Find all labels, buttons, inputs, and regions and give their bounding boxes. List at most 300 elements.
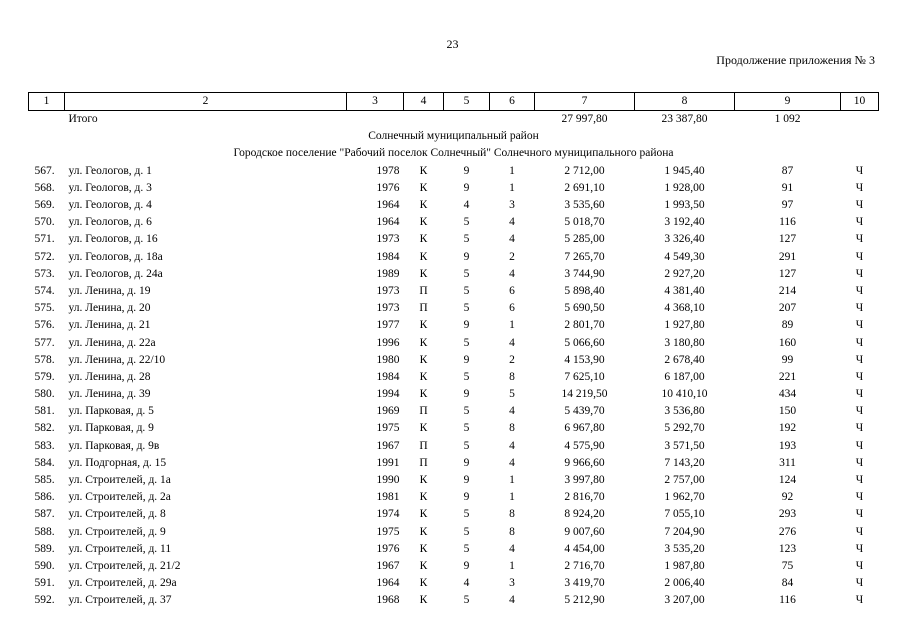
address-cell: ул. Строителей, д. 11 <box>68 542 172 555</box>
district-row <box>29 128 879 145</box>
build-year-cell: 1978 <box>376 164 400 177</box>
build-year-cell: 1989 <box>376 267 400 280</box>
entrances-cell: 8 <box>509 508 515 521</box>
type-cell: Ч <box>855 439 864 452</box>
residents-cell: 116 <box>779 594 796 607</box>
col-header: 10 <box>841 93 879 111</box>
residents-cell: 124 <box>778 474 797 487</box>
build-year-cell: 1969 <box>376 405 400 418</box>
table-row <box>29 472 879 489</box>
row-number-cell: 576. <box>34 319 55 332</box>
total-area-cell: 5 439,70 <box>564 405 605 418</box>
row-number-cell: 580. <box>34 388 55 401</box>
type-cell: Ч <box>855 164 864 177</box>
address-cell: ул. Ленина, д. 28 <box>68 370 151 383</box>
type-cell: Ч <box>855 577 864 590</box>
build-year-cell: 1990 <box>376 474 400 487</box>
total-area-cell: 3 744,90 <box>564 267 605 280</box>
wall-material-cell: К <box>419 319 428 332</box>
address-cell: ул. Геологов, д. 18а <box>68 250 163 263</box>
total-area-cell: 5 018,70 <box>564 216 605 229</box>
type-cell: Ч <box>855 319 864 332</box>
residents-cell: 99 <box>781 353 794 366</box>
table-row <box>29 420 879 437</box>
living-area-cell: 4 549,30 <box>664 250 705 263</box>
row-number-cell: 579. <box>34 370 55 383</box>
col-header: 1 <box>29 93 65 111</box>
entrances-cell: 4 <box>509 216 515 229</box>
build-year-cell: 1968 <box>376 594 400 607</box>
table-row <box>29 558 879 575</box>
wall-material-cell: К <box>419 353 428 366</box>
residents-cell: 91 <box>781 181 794 194</box>
living-area-cell: 3 192,40 <box>664 216 705 229</box>
total-area-cell: 9 966,60 <box>564 456 605 469</box>
row-number-cell: 573. <box>34 267 55 280</box>
total-area-cell: 5 690,50 <box>564 302 605 315</box>
wall-material-cell: К <box>419 525 428 538</box>
living-area-cell: 6 187,00 <box>664 370 705 383</box>
wall-material-cell: К <box>419 336 428 349</box>
floors-cell: 4 <box>463 577 470 590</box>
residents-cell: 97 <box>781 199 794 212</box>
wall-material-cell: К <box>419 233 428 246</box>
type-cell: Ч <box>855 388 864 401</box>
build-year-cell: 1976 <box>376 181 400 194</box>
type-cell: Ч <box>855 405 864 418</box>
table-row <box>29 163 879 180</box>
settlement-row <box>29 145 879 162</box>
total-area-cell: 2 716,70 <box>564 559 605 572</box>
living-area-cell: 2 927,20 <box>664 267 705 280</box>
wall-material-cell: К <box>419 250 428 263</box>
address-cell: ул. Строителей, д. 1а <box>68 474 171 487</box>
settlement-heading: Городское поселение "Рабочий поселок Солнечный" Солнечного муниципального района <box>233 147 674 160</box>
total-area-cell: 4 153,90 <box>564 353 605 366</box>
living-area-cell: 2 678,40 <box>664 353 705 366</box>
total-area-cell: 9 007,60 <box>564 525 605 538</box>
type-cell: Ч <box>855 181 864 194</box>
total-area-cell: 5 212,90 <box>564 594 605 607</box>
wall-material-cell: К <box>419 216 428 229</box>
living-area-cell: 7 055,10 <box>664 508 705 521</box>
living-area-cell: 1 927,80 <box>664 319 705 332</box>
row-number-cell: 588. <box>34 525 55 538</box>
address-cell: ул. Подгорная, д. 15 <box>68 456 167 469</box>
floors-cell: 5 <box>463 233 470 246</box>
floors-cell: 9 <box>463 456 470 469</box>
entrances-cell: 3 <box>509 577 515 590</box>
build-year-cell: 1991 <box>376 456 400 469</box>
type-cell: Ч <box>855 456 864 469</box>
build-year-cell: 1973 <box>376 302 400 315</box>
row-number-cell: 578. <box>34 353 55 366</box>
row-number-cell: 587. <box>34 508 55 521</box>
total-area-cell: 5 066,60 <box>564 336 605 349</box>
floors-cell: 9 <box>463 181 470 194</box>
floors-cell: 5 <box>463 284 470 297</box>
build-year-cell: 1967 <box>376 559 400 572</box>
address-cell: ул. Парковая, д. 9 <box>68 422 154 435</box>
build-year-cell: 1996 <box>376 336 400 349</box>
living-area-cell: 7 204,90 <box>664 525 705 538</box>
build-year-cell: 1975 <box>376 422 400 435</box>
residents-cell: 127 <box>778 233 797 246</box>
address-cell: ул. Ленина, д. 22/10 <box>68 353 166 366</box>
residents-cell: 276 <box>778 525 797 538</box>
type-cell: Ч <box>855 233 864 246</box>
continuation-caption: Продолжение приложения № 3 <box>716 53 875 67</box>
floors-cell: 9 <box>463 474 470 487</box>
living-area-cell: 3 207,00 <box>664 594 705 607</box>
entrances-cell: 1 <box>509 491 515 504</box>
build-year-cell: 1984 <box>376 370 400 383</box>
floors-cell: 9 <box>463 319 470 332</box>
residents-cell: 221 <box>778 370 797 383</box>
address-cell: ул. Строителей, д. 21/2 <box>68 559 181 572</box>
total-area-cell: 7 625,10 <box>564 370 605 383</box>
living-area-cell: 1 987,80 <box>664 559 705 572</box>
total-area-cell: 2 816,70 <box>564 491 605 504</box>
build-year-cell: 1984 <box>376 250 400 263</box>
total-label: Итого <box>68 113 98 126</box>
build-year-cell: 1964 <box>376 577 400 590</box>
row-number-cell: 589. <box>34 542 55 555</box>
row-number-cell: 592. <box>34 594 55 607</box>
total-area-cell: 7 265,70 <box>564 250 605 263</box>
type-cell: Ч <box>855 594 864 607</box>
row-number-cell: 575. <box>34 302 55 315</box>
table-row <box>29 352 879 369</box>
row-number-cell: 585. <box>34 474 55 487</box>
residents-cell: 434 <box>778 388 797 401</box>
living-area-cell: 1 945,40 <box>664 164 705 177</box>
type-cell: Ч <box>855 302 864 315</box>
total-area-cell: 2 801,70 <box>564 319 605 332</box>
address-cell: ул. Строителей, д. 2а <box>68 491 171 504</box>
wall-material-cell: К <box>419 370 428 383</box>
floors-cell: 9 <box>463 491 470 504</box>
floors-cell: 5 <box>463 370 470 383</box>
living-area-cell: 2 757,00 <box>664 474 705 487</box>
residents-cell: 84 <box>781 577 794 590</box>
total-area-cell: 5 285,00 <box>564 233 605 246</box>
floors-cell: 5 <box>463 439 470 452</box>
living-area-cell: 10 410,10 <box>661 388 708 401</box>
entrances-cell: 4 <box>509 336 515 349</box>
residents-cell: 116 <box>779 216 796 229</box>
floors-cell: 9 <box>463 559 470 572</box>
total-area: 27 997,80 <box>561 113 608 126</box>
residents-cell: 214 <box>778 284 797 297</box>
address-cell: ул. Ленина, д. 21 <box>68 319 151 332</box>
wall-material-cell: П <box>419 456 428 469</box>
table-row <box>29 180 879 197</box>
entrances-cell: 1 <box>509 164 515 177</box>
column-number-row <box>29 93 879 111</box>
type-cell: Ч <box>855 559 864 572</box>
table-row <box>29 231 879 248</box>
entrances-cell: 2 <box>509 353 515 366</box>
residents-cell: 87 <box>781 164 794 177</box>
wall-material-cell: К <box>419 199 428 212</box>
entrances-cell: 4 <box>509 439 515 452</box>
address-cell: ул. Ленина, д. 39 <box>68 388 151 401</box>
table-row <box>29 249 879 266</box>
total-living-area: 23 387,80 <box>661 113 708 126</box>
address-cell: ул. Ленина, д. 22а <box>68 336 156 349</box>
build-year-cell: 1980 <box>376 353 400 366</box>
address-cell: ул. Геологов, д. 6 <box>68 216 152 229</box>
total-row <box>29 111 879 129</box>
address-cell: ул. Парковая, д. 5 <box>68 405 154 418</box>
type-cell: Ч <box>855 508 864 521</box>
entrances-cell: 4 <box>509 456 515 469</box>
wall-material-cell: К <box>419 577 428 590</box>
floors-cell: 5 <box>463 508 470 521</box>
living-area-cell: 3 535,20 <box>664 542 705 555</box>
table-row <box>29 489 879 506</box>
address-cell: ул. Ленина, д. 19 <box>68 284 151 297</box>
floors-cell: 5 <box>463 336 470 349</box>
wall-material-cell: К <box>419 474 428 487</box>
entrances-cell: 5 <box>509 388 515 401</box>
wall-material-cell: П <box>419 405 428 418</box>
row-number-cell: 583. <box>34 439 55 452</box>
table-row <box>29 524 879 541</box>
table-row <box>29 592 879 609</box>
living-area-cell: 4 381,40 <box>664 284 705 297</box>
total-area-cell: 4 575,90 <box>564 439 605 452</box>
wall-material-cell: К <box>419 559 428 572</box>
col-header: 4 <box>404 93 444 111</box>
row-number-cell: 569. <box>34 199 55 212</box>
residents-cell: 193 <box>778 439 797 452</box>
wall-material-cell: К <box>419 508 428 521</box>
residents-cell: 92 <box>781 491 794 504</box>
build-year-cell: 1973 <box>376 284 400 297</box>
row-number-cell: 574. <box>34 284 55 297</box>
entrances-cell: 4 <box>509 267 515 280</box>
entrances-cell: 6 <box>509 284 515 297</box>
build-year-cell: 1981 <box>376 491 400 504</box>
entrances-cell: 1 <box>509 474 515 487</box>
build-year-cell: 1974 <box>376 508 400 521</box>
address-cell: ул. Строителей, д. 9 <box>68 525 166 538</box>
col-header: 2 <box>65 93 347 111</box>
type-cell: Ч <box>855 267 864 280</box>
build-year-cell: 1973 <box>376 233 400 246</box>
address-cell: ул. Строителей, д. 29а <box>68 577 177 590</box>
living-area-cell: 3 326,40 <box>664 233 705 246</box>
row-number-cell: 577. <box>34 336 55 349</box>
entrances-cell: 1 <box>509 181 515 194</box>
wall-material-cell: К <box>419 267 428 280</box>
entrances-cell: 1 <box>509 559 515 572</box>
table-row <box>29 317 879 334</box>
row-number-cell: 591. <box>34 577 55 590</box>
floors-cell: 9 <box>463 353 470 366</box>
wall-material-cell: К <box>419 422 428 435</box>
table-row <box>29 575 879 592</box>
type-cell: Ч <box>855 199 864 212</box>
living-area-cell: 3 180,80 <box>664 336 705 349</box>
row-number-cell: 590. <box>34 559 55 572</box>
floors-cell: 5 <box>463 422 470 435</box>
entrances-cell: 4 <box>509 542 515 555</box>
type-cell: Ч <box>855 525 864 538</box>
address-cell: ул. Парковая, д. 9в <box>68 439 160 452</box>
build-year-cell: 1964 <box>376 216 400 229</box>
total-area-cell: 8 924,20 <box>564 508 605 521</box>
wall-material-cell: П <box>419 439 428 452</box>
type-cell: Ч <box>855 491 864 504</box>
type-cell: Ч <box>855 474 864 487</box>
total-area-cell: 4 454,00 <box>564 542 605 555</box>
row-number-cell: 582. <box>34 422 55 435</box>
address-cell: ул. Строителей, д. 8 <box>68 508 166 521</box>
living-area-cell: 2 006,40 <box>664 577 705 590</box>
type-cell: Ч <box>855 250 864 263</box>
floors-cell: 5 <box>463 267 470 280</box>
type-cell: Ч <box>855 353 864 366</box>
table-row <box>29 334 879 351</box>
living-area-cell: 1 928,00 <box>664 181 705 194</box>
address-cell: ул. Ленина, д. 20 <box>68 302 151 315</box>
table-row <box>29 214 879 231</box>
type-cell: Ч <box>855 284 864 297</box>
residents-cell: 123 <box>778 542 797 555</box>
total-area-cell: 2 712,00 <box>564 164 605 177</box>
floors-cell: 9 <box>463 388 470 401</box>
floors-cell: 5 <box>463 216 470 229</box>
table-row <box>29 369 879 386</box>
floors-cell: 5 <box>463 525 470 538</box>
entrances-cell: 2 <box>509 250 515 263</box>
row-number-cell: 570. <box>34 216 55 229</box>
entrances-cell: 1 <box>509 319 515 332</box>
table-row <box>29 541 879 558</box>
floors-cell: 5 <box>463 405 470 418</box>
build-year-cell: 1964 <box>376 199 400 212</box>
entrances-cell: 4 <box>509 594 515 607</box>
entrances-cell: 4 <box>509 405 515 418</box>
table-row <box>29 300 879 317</box>
type-cell: Ч <box>855 216 864 229</box>
wall-material-cell: К <box>419 388 428 401</box>
housing-table <box>28 92 879 609</box>
build-year-cell: 1967 <box>376 439 400 452</box>
living-area-cell: 4 368,10 <box>664 302 705 315</box>
living-area-cell: 1 962,70 <box>664 491 705 504</box>
entrances-cell: 4 <box>509 233 515 246</box>
living-area-cell: 3 536,80 <box>664 405 705 418</box>
row-number-cell: 572. <box>34 250 55 263</box>
wall-material-cell: П <box>419 302 428 315</box>
table-row <box>29 506 879 523</box>
floors-cell: 9 <box>463 250 470 263</box>
row-number-cell: 584. <box>34 456 55 469</box>
table-row <box>29 386 879 403</box>
floors-cell: 5 <box>463 594 470 607</box>
residents-cell: 192 <box>778 422 797 435</box>
page-number: 23 <box>446 37 459 51</box>
row-number-cell: 568. <box>34 181 55 194</box>
address-cell: ул. Геологов, д. 24а <box>68 267 163 280</box>
row-number-cell: 571. <box>34 233 55 246</box>
table-row <box>29 283 879 300</box>
table-row <box>29 455 879 472</box>
type-cell: Ч <box>855 336 864 349</box>
address-cell: ул. Геологов, д. 4 <box>68 199 152 212</box>
living-area-cell: 5 292,70 <box>664 422 705 435</box>
row-number-cell: 586. <box>34 491 55 504</box>
floors-cell: 9 <box>463 164 470 177</box>
address-cell: ул. Геологов, д. 1 <box>68 164 152 177</box>
col-header: 8 <box>635 93 735 111</box>
residents-cell: 291 <box>778 250 797 263</box>
residents-cell: 293 <box>778 508 797 521</box>
floors-cell: 4 <box>463 199 470 212</box>
wall-material-cell: П <box>419 284 428 297</box>
entrances-cell: 8 <box>509 370 515 383</box>
wall-material-cell: К <box>419 594 428 607</box>
address-cell: ул. Строителей, д. 37 <box>68 594 172 607</box>
col-header: 6 <box>490 93 535 111</box>
entrances-cell: 6 <box>509 302 515 315</box>
col-header: 5 <box>444 93 490 111</box>
address-cell: ул. Геологов, д. 16 <box>68 233 158 246</box>
total-area-cell: 2 691,10 <box>564 181 605 194</box>
table-row <box>29 197 879 214</box>
type-cell: Ч <box>855 370 864 383</box>
living-area-cell: 3 571,50 <box>664 439 705 452</box>
row-number-cell: 581. <box>34 405 55 418</box>
col-header: 3 <box>347 93 404 111</box>
residents-cell: 160 <box>778 336 797 349</box>
table-row <box>29 403 879 420</box>
table-row <box>29 438 879 455</box>
build-year-cell: 1977 <box>376 319 400 332</box>
build-year-cell: 1994 <box>376 388 400 401</box>
total-area-cell: 3 419,70 <box>564 577 605 590</box>
total-area-cell: 6 967,80 <box>564 422 605 435</box>
entrances-cell: 8 <box>509 422 515 435</box>
residents-cell: 127 <box>778 267 797 280</box>
row-number-cell: 567. <box>34 164 55 177</box>
residents-cell: 311 <box>779 456 796 469</box>
residents-cell: 150 <box>778 405 797 418</box>
floors-cell: 5 <box>463 542 470 555</box>
residents-cell: 207 <box>778 302 797 315</box>
total-area-cell: 14 219,50 <box>561 388 608 401</box>
type-cell: Ч <box>855 542 864 555</box>
total-area-cell: 5 898,40 <box>564 284 605 297</box>
wall-material-cell: К <box>419 181 428 194</box>
total-residents: 1 092 <box>774 113 801 126</box>
floors-cell: 5 <box>463 302 470 315</box>
residents-cell: 75 <box>781 559 794 572</box>
district-heading: Солнечный муниципальный район <box>368 130 539 143</box>
wall-material-cell: К <box>419 164 428 177</box>
total-area-cell: 3 535,60 <box>564 199 605 212</box>
table-row <box>29 266 879 283</box>
col-header: 9 <box>735 93 841 111</box>
wall-material-cell: К <box>419 542 428 555</box>
residents-cell: 89 <box>781 319 794 332</box>
build-year-cell: 1976 <box>376 542 400 555</box>
living-area-cell: 7 143,20 <box>664 456 705 469</box>
